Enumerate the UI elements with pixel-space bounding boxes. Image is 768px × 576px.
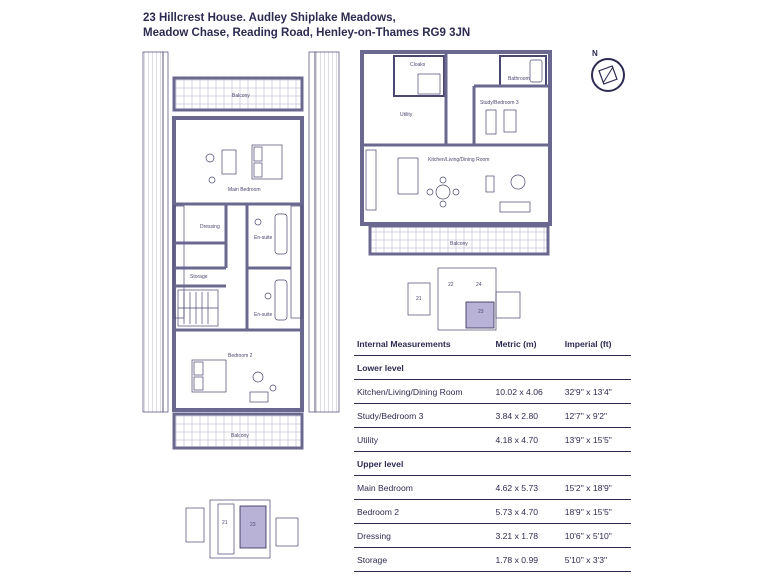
coffee-table — [511, 175, 525, 189]
upper-level-plan — [143, 52, 339, 448]
room-label-bathroom: Bathroom — [508, 76, 530, 82]
room-label-balcony-top: Balcony — [232, 93, 250, 99]
bathtub-1 — [275, 214, 287, 254]
main-bedroom-furniture — [206, 145, 282, 183]
header-metric: Metric (m) — [495, 339, 537, 349]
neighbour-label-right-1: 21 — [416, 296, 422, 302]
staircase-upper — [178, 290, 218, 326]
neighbour-label-left-1: 21 — [222, 520, 228, 526]
room-name: Utility — [357, 434, 379, 445]
upper-outer-walls — [174, 118, 302, 410]
room-label-dressing: Dressing — [200, 224, 220, 230]
room-name: Dressing — [357, 530, 391, 541]
key-plan-left — [186, 500, 298, 558]
lower-balcony — [370, 226, 548, 254]
metric-value: 3.21 x 1.78 — [495, 530, 539, 541]
roof-slope-left — [143, 52, 163, 412]
table-row — [354, 380, 631, 404]
room-name: Bedroom 2 — [357, 506, 400, 517]
metric-value: 10.02 x 4.06 — [495, 386, 543, 397]
dining-table — [436, 185, 450, 199]
room-label-kitchen-living-dining: Kitchen/Living/Dining Room — [428, 157, 490, 163]
room-label-bedroom-2: Bedroom 2 — [228, 353, 253, 359]
table-row — [354, 500, 631, 524]
highlighted-unit-right — [466, 302, 494, 328]
imperial-value: 5'10" x 3'3" — [564, 554, 608, 565]
metric-value: 5.73 x 4.70 — [495, 506, 539, 517]
title-line-1: 23 Hillcrest House. Audley Shiplake Meadows, — [143, 12, 396, 24]
table-row — [354, 524, 631, 548]
metric-value: 4.18 x 4.70 — [495, 434, 539, 445]
measurements-table — [354, 333, 631, 572]
room-label-study-bedroom-3: Study/Bedroom 3 — [480, 100, 519, 106]
room-name: Storage — [357, 554, 388, 565]
room-name: Kitchen/Living/Dining Room — [357, 386, 463, 397]
room-label-main-bedroom: Main Bedroom — [228, 187, 261, 193]
key-plan-right — [408, 268, 520, 330]
bathtub-2 — [275, 280, 287, 320]
room-name: Study/Bedroom 3 — [357, 410, 424, 421]
unit-label-left: 23 — [250, 522, 256, 528]
imperial-value: 10'6" x 5'10" — [564, 530, 612, 541]
section-lower-level — [354, 356, 631, 380]
section-upper-level — [354, 452, 631, 476]
neighbour-label-right-3: 24 — [476, 282, 482, 288]
balcony-bottom — [174, 414, 302, 448]
imperial-value: 13'9" x 15'5" — [564, 434, 612, 445]
metric-value: 4.62 x 5.73 — [495, 482, 539, 493]
header-room: Internal Measurements — [357, 339, 451, 349]
room-label-cloaks: Cloaks — [410, 62, 426, 68]
table-header — [354, 333, 631, 356]
room-label-utility: Utility — [400, 112, 413, 118]
title-line-2: Meadow Chase, Reading Road, Henley-on-Thames RG9 3JN — [143, 27, 471, 39]
room-name: Main Bedroom — [357, 482, 413, 493]
lower-level-plan — [362, 52, 550, 254]
imperial-value: 15'2" x 18'9" — [564, 482, 612, 493]
imperial-value: 32'9" x 13'4" — [564, 386, 612, 397]
metric-value: 3.84 x 2.80 — [495, 410, 539, 421]
section-label: Upper level — [357, 458, 404, 469]
table-row — [354, 404, 631, 428]
table-row — [354, 428, 631, 452]
compass-icon — [592, 49, 624, 91]
imperial-value: 18'9" x 15'5" — [564, 506, 612, 517]
room-label-lower-balcony: Balcony — [450, 241, 468, 247]
section-label: Lower level — [357, 362, 404, 373]
room-label-balcony-bottom: Balcony — [231, 433, 249, 439]
compass-north-label: N — [592, 49, 598, 58]
neighbour-label-right-2: 22 — [448, 282, 454, 288]
header-imperial: Imperial (ft) — [564, 339, 612, 349]
room-label-storage: Storage — [190, 274, 208, 280]
room-label-en-suite-2: En-suite — [254, 312, 273, 318]
table-row — [354, 548, 631, 572]
metric-value: 1.78 x 0.99 — [495, 554, 539, 565]
imperial-value: 12'7" x 9'2" — [564, 410, 608, 421]
room-label-en-suite-1: En-suite — [254, 235, 273, 241]
roof-slope-right — [315, 52, 339, 412]
unit-label-right: 23 — [478, 309, 484, 315]
bedroom-2-furniture — [192, 360, 276, 402]
table-row — [354, 476, 631, 500]
